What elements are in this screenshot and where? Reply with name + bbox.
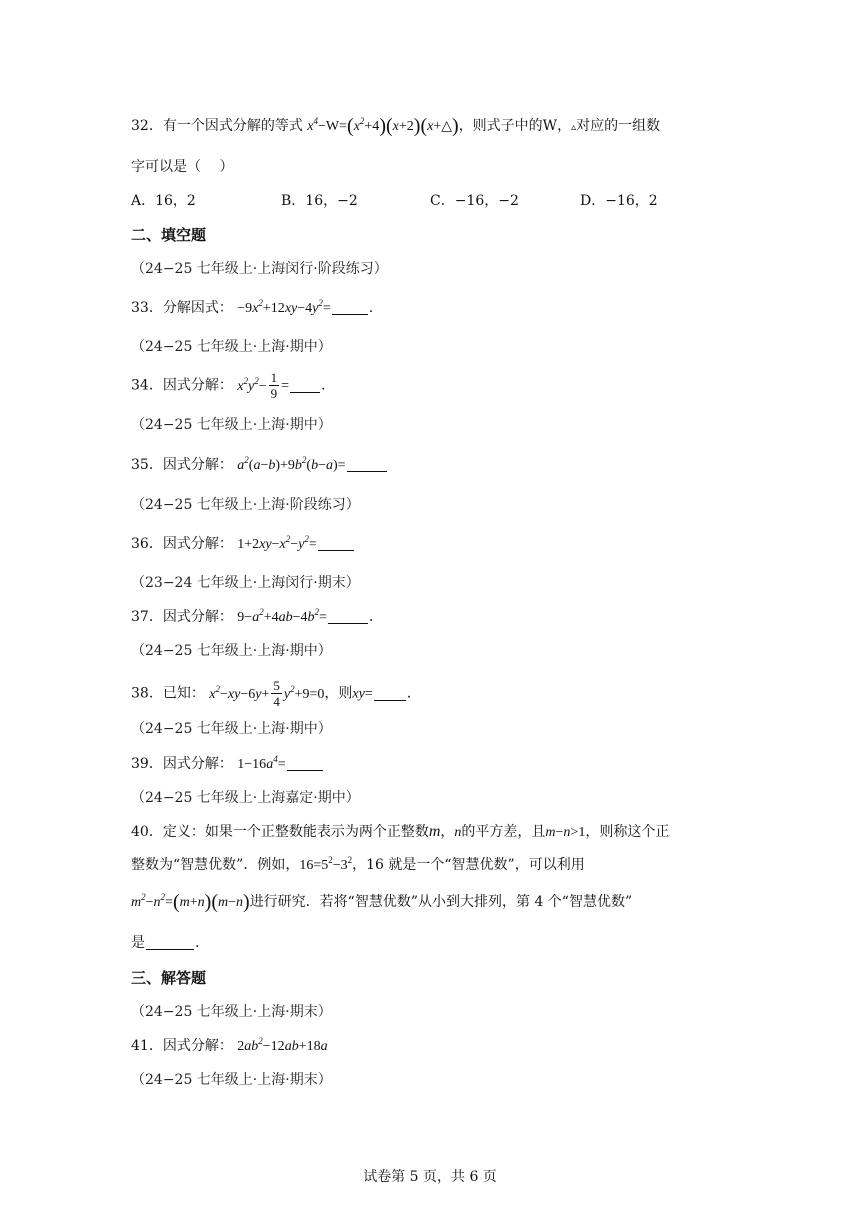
q33-end: .	[368, 300, 374, 316]
q32-prefix: 32．有一个因式分解的等式	[131, 118, 303, 134]
q34-end: .	[321, 377, 326, 394]
answer-blank[interactable]	[347, 457, 387, 472]
q41-expression: $2ab^2-12ab+18a$	[237, 1036, 328, 1054]
q38-xy: xy=	[352, 686, 373, 702]
answer-blank[interactable]	[146, 935, 194, 950]
q35-source: （24−25 七年级上·上海·期中）	[131, 417, 332, 433]
question-32-line2: 字可以是（ ）	[131, 159, 234, 175]
q39-source: （24−25 七年级上·上海·期中）	[131, 721, 332, 737]
question-40-line2: 整数为“智慧优数”．例如，$16=5^2-3^2$，16 就是一个“智慧优数”，可以利用	[131, 855, 585, 873]
q40-var-n: n	[454, 825, 462, 840]
q35-label: 35．因式分解：	[131, 457, 233, 473]
question-40-line3: $m^2-n^2=(m+n)(m-n)$进行研究．若将“智慧优数”从小到大排列，第 4 个“智慧优数”	[131, 891, 633, 913]
q33-expression: $-9x^2+12xy-4y^2=$	[237, 298, 331, 316]
q40-var-m: m	[428, 823, 441, 840]
question-36	[131, 534, 355, 555]
q33-source: （24−25 七年级上·上海闵行·阶段练习）	[131, 261, 388, 277]
question-39	[131, 754, 324, 775]
q35-expression: $a^2(a-b)+9b^2(b-a)=$	[237, 455, 346, 473]
q37-source: （23−24 七年级上·上海闵行·期末）	[131, 575, 360, 591]
answer-blank[interactable]	[374, 686, 406, 701]
q38-source: （24−25 七年级上·上海·期中）	[131, 643, 332, 659]
q38-expression-tail: $y^2+9=0$	[283, 683, 325, 702]
triangle-icon: ▵	[571, 122, 577, 133]
q34-fraction: $\frac{1}{9}$	[270, 370, 278, 401]
q37-label: 37．因式分解：	[131, 609, 233, 625]
q36-expression: $1+2xy-x^2-y^2=$	[237, 534, 317, 552]
section-3-title: 三、解答题	[131, 969, 207, 987]
answer-blank[interactable]	[318, 536, 354, 551]
q33-label: 33．分解因式：	[131, 300, 233, 316]
q32-equation: $x^4-W=(x^2+4)(x+2)(x+\triangle)$	[307, 115, 459, 137]
q41-source: （24−25 七年级上·上海·期末）	[131, 1004, 332, 1020]
question-32-line1	[131, 116, 660, 138]
answer-blank[interactable]	[290, 378, 320, 393]
answer-blank[interactable]	[332, 300, 368, 315]
q38-expression: $x^2-xy-6y+$	[209, 683, 270, 702]
q32-option-d: D．−16，2	[580, 193, 658, 209]
q34-expression: $x^2y^2-$	[237, 375, 267, 394]
q39-expression: $1-16a^4=$	[237, 754, 286, 772]
q39-label: 39．因式分解：	[131, 756, 233, 772]
q38-mid: ，则	[324, 685, 353, 702]
question-40-line1: 40．定义：如果一个正整数能表示为两个正整数m，n的平方差，且m−n>1，则称这个正	[131, 823, 670, 840]
q38-label: 38．已知：	[131, 685, 205, 702]
q40-source: （24−25 七年级上·上海嘉定·期中）	[131, 790, 360, 806]
question-35	[131, 455, 388, 476]
q37-end: .	[368, 609, 374, 625]
question-34	[131, 370, 325, 401]
q36-source: （24−25 七年级上·上海·阶段练习）	[131, 497, 360, 513]
q32-suffix: 对应的一组数	[576, 118, 661, 134]
q37-expression: $9-a^2+4ab-4b^2=$	[237, 607, 327, 625]
question-40-line4: 是 .	[131, 935, 200, 951]
question-33	[131, 298, 373, 319]
q38-end: .	[406, 685, 412, 702]
page-footer: 试卷第 5 页，共 6 页	[363, 1169, 497, 1185]
question-37	[131, 607, 373, 628]
answer-blank[interactable]	[287, 756, 323, 771]
q32-option-a: A．16，2	[131, 193, 196, 209]
section-2-title: 二、填空题	[131, 226, 207, 244]
q40-example: $16=5^2-3^2$	[299, 855, 353, 873]
q42-source: （24−25 七年级上·上海·期末）	[131, 1072, 332, 1088]
question-38	[131, 678, 411, 709]
q32-mid: ，则式子中的W，	[458, 118, 572, 134]
q41-label: 41．因式分解：	[131, 1038, 233, 1054]
question-41	[131, 1036, 328, 1057]
q40-identity: $m^2-n^2=(m+n)(m-n)$	[131, 891, 250, 913]
q34-source: （24−25 七年级上·上海·期中）	[131, 339, 332, 355]
q34-equals: =	[281, 378, 290, 394]
q38-fraction: $\frac{5}{4}$	[273, 678, 280, 709]
q32-option-c: C．−16，−2	[430, 193, 519, 209]
answer-blank[interactable]	[328, 609, 368, 624]
q34-label: 34．因式分解：	[131, 377, 233, 394]
q40-condition: m−n>1	[545, 825, 586, 840]
q32-option-b: B．16，−2	[281, 193, 358, 209]
q36-label: 36．因式分解：	[131, 536, 233, 552]
